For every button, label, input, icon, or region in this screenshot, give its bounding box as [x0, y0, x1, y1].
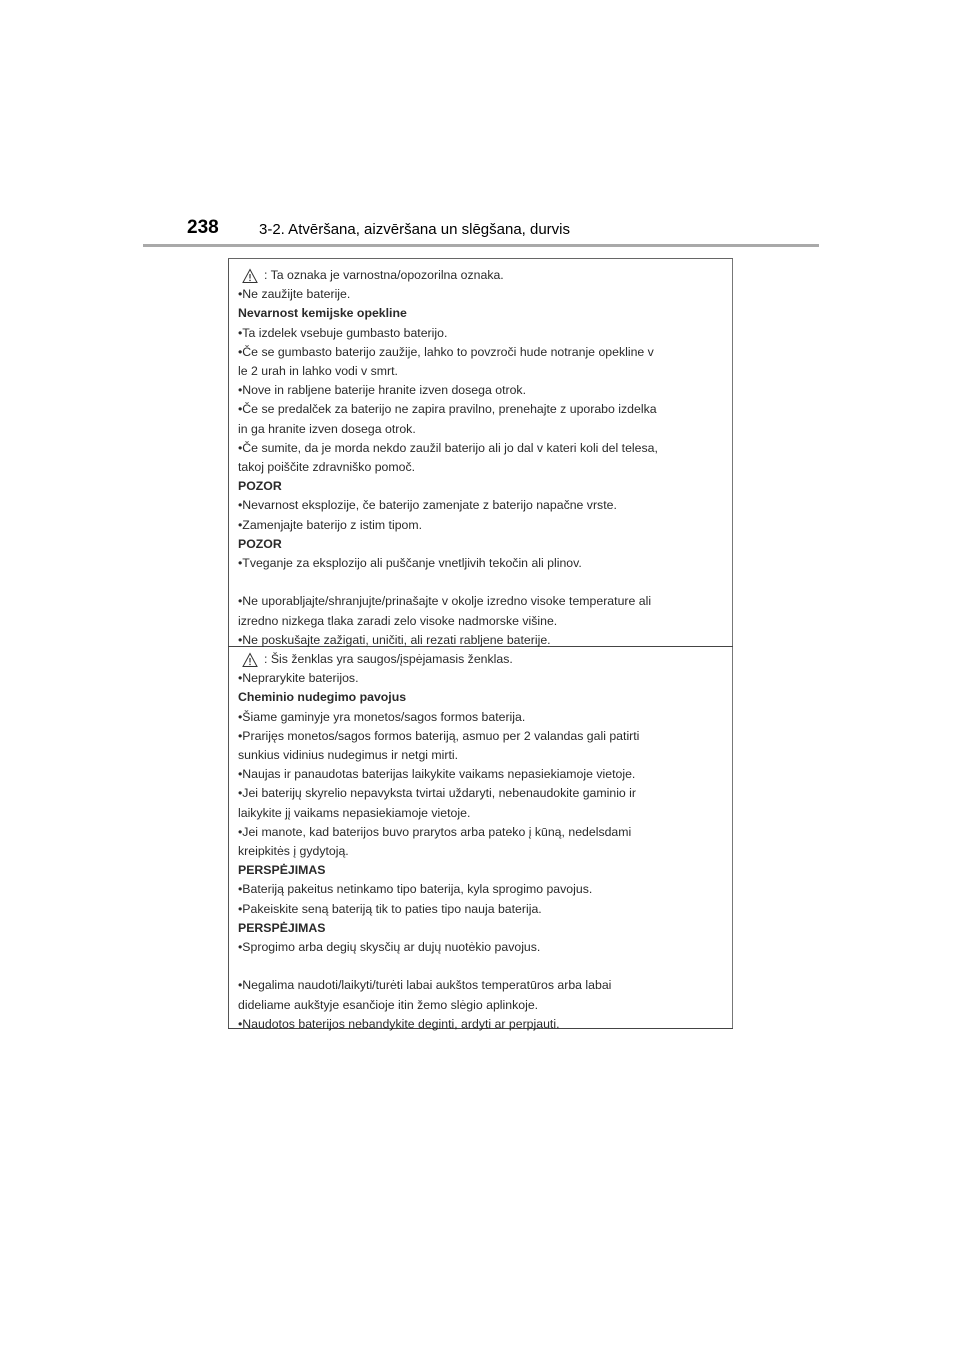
lithuanian-text-line: sunkius vidinius nudegimus ir netgi mirti.	[238, 748, 459, 763]
slovenian-text-line: •Ne poskušajte zažigati, uničiti, ali rezati rabljene baterije.	[238, 632, 551, 647]
lithuanian-text-line: •Pakeiskite seną bateriją tik to paties tipo nauja baterija.	[238, 901, 542, 916]
slovenian-text-line: •Ta izdelek vsebuje gumbasto baterijo.	[238, 325, 448, 340]
lithuanian-heading: Cheminio nudegimo pavojus	[238, 690, 407, 705]
slovenian-lines	[238, 285, 718, 650]
lithuanian-text-line: laikykite jį vaikams nepasiekiamoje vietoje.	[238, 805, 471, 820]
slovenian-text-line: •Če sumite, da je morda nekdo zaužil baterijo ali jo dal v kateri koli del telesa,	[238, 440, 658, 455]
slovenian-text-line: •Če se predalček za baterijo ne zapira pravilno, prenehajte z uporabo izdelka	[238, 402, 657, 417]
slovenian-warning-sign-text: : Ta oznaka je varnostna/opozorilna oznaka.	[264, 268, 504, 282]
lithuanian-text-line: •Jei baterijų skyrelio nepavyksta tvirtai uždaryti, nebenaudokite gaminio ir	[238, 786, 637, 801]
lithuanian-warning-block	[238, 650, 718, 1034]
slovenian-heading: POZOR	[238, 536, 282, 551]
lithuanian-warning-sign-text: : Šis ženklas yra saugos/įspėjamasis ženklas.	[264, 652, 513, 666]
header-divider	[143, 244, 819, 247]
slovenian-text-line: •Zamenjajte baterijo z istim tipom.	[238, 517, 423, 532]
lithuanian-lines	[238, 669, 718, 1034]
slovenian-text-line: •Tveganje za eksplozijo ali puščanje vnetljivih tekočin ali plinov.	[238, 556, 582, 571]
slovenian-text-line: in ga hranite izven dosega otrok.	[238, 421, 416, 436]
slovenian-text-line: takoj poiščite zdravniško pomoč.	[238, 460, 416, 475]
lithuanian-text-line: •Sprogimo arba degių skysčių ar dujų nuotėkio pavojus.	[238, 940, 541, 955]
lithuanian-text-line: •Naudotos baterijos nebandykite deginti, ardyti ar perpjauti.	[238, 1016, 560, 1031]
slovenian-text-line	[238, 573, 718, 592]
slovenian-text-line: •Ne uporabljajte/shranjujte/prinašajte v okolje izredno visoke temperature ali	[238, 594, 652, 609]
section-title: 3-2. Atvēršana, aizvēršana un slēgšana, durvis	[259, 221, 571, 238]
lithuanian-warning-sign-line	[238, 650, 718, 669]
slovenian-heading: POZOR	[238, 479, 282, 494]
slovenian-warning-block	[238, 266, 718, 650]
lithuanian-heading: PERSPĖJIMAS	[238, 863, 326, 878]
frame-top-border	[228, 258, 733, 259]
lithuanian-text-line: dideliame aukštyje esančioje itin žemo slėgio aplinkoje.	[238, 997, 539, 1012]
slovenian-text-line: •Če se gumbasto baterijo zaužije, lahko to povzroči hude notranje opekline v	[238, 344, 654, 359]
slovenian-heading: Nevarnost kemijske opekline	[238, 306, 407, 321]
slovenian-text-line: •Ne zaužijte baterije.	[238, 287, 351, 302]
slovenian-text-line: •Nove in rabljene baterije hranite izven dosega otrok.	[238, 383, 526, 398]
slovenian-text-line: •Nevarnost eksplozije, če baterijo zamenjate z baterijo napačne vrste.	[238, 498, 617, 513]
lithuanian-text-line: •Jei manote, kad baterijos buvo prarytos arba pateko į kūną, nedelsdami	[238, 824, 632, 839]
slovenian-warning-sign-line	[238, 266, 718, 285]
lithuanian-heading: PERSPĖJIMAS	[238, 920, 326, 935]
page-number: 238	[187, 217, 219, 238]
lithuanian-text-line: •Naujas ir panaudotas baterijas laikykite vaikams nepasiekiamoje vietoje.	[238, 767, 636, 782]
lithuanian-text-line: kreipkitės į gydytoją.	[238, 844, 349, 859]
lithuanian-text-line: •Neprarykite baterijos.	[238, 671, 359, 686]
warning-triangle-icon	[242, 268, 258, 284]
slovenian-text-line: izredno nizkega tlaka zaradi zelo visoke nadmorske višine.	[238, 613, 558, 628]
lithuanian-text-line	[238, 957, 718, 976]
slovenian-text-line: le 2 urah in lahko vodi v smrt.	[238, 364, 398, 379]
lithuanian-text-line: •Prarijęs monetos/sagos formos bateriją, asmuo per 2 valandas gali patirti	[238, 728, 640, 743]
lithuanian-text-line: •Negalima naudoti/laikyti/turėti labai aukštos temperatūros arba labai	[238, 978, 612, 993]
lithuanian-text-line: •Šiame gaminyje yra monetos/sagos formos baterija.	[238, 709, 526, 724]
lithuanian-text-line: •Bateriją pakeitus netinkamo tipo baterija, kyla sprogimo pavojus.	[238, 882, 593, 897]
warning-triangle-icon	[242, 652, 258, 668]
